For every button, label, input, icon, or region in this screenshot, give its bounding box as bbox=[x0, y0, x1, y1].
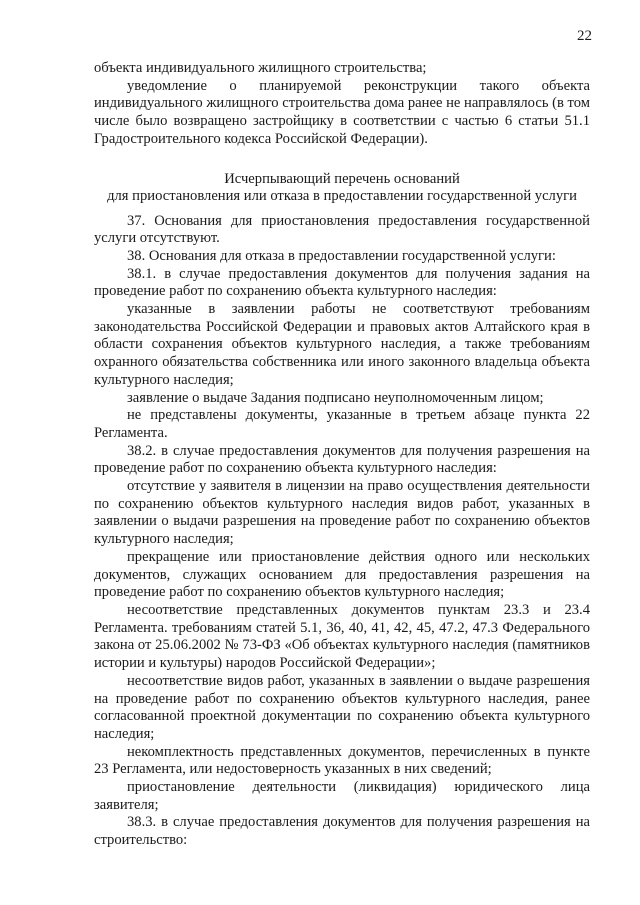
section-heading-line: для приостановления или отказа в предоставлении государственной услуги bbox=[107, 187, 577, 204]
section-heading-line: Исчерпывающий перечень оснований bbox=[224, 170, 460, 187]
paragraph: прекращение или приостановление действия одного или нескольких документов, служащих основанием для предоставления разрешения на проведение работ по сохранению объектов культурного наследия; bbox=[94, 548, 590, 601]
section-heading bbox=[94, 171, 590, 205]
paragraph: несоответствие видов работ, указанных в заявлении о выдаче разрешения на проведение работ по сохранению объектов культурного наследия, ранее согласованной проектной документации по сохранению объекта культурного наследия; bbox=[94, 672, 590, 742]
paragraph: отсутствие у заявителя в лицензии на право осуществления деятельности по сохранению объектов культурного наследия видов работ, указанных в заявлении о выдачи разрешения на проведение работ по сохранению объектов культурного наследия; bbox=[94, 478, 590, 548]
paragraph: уведомление о планируемой реконструкции такого объекта индивидуального жилищного строительства дома ранее не направлялось (в том числе было возвращено застройщику в соответствии с частью 6 статьи 51.1 Градостроительного кодекса Российской Федерации). bbox=[94, 77, 590, 147]
paragraph: указанные в заявлении работы не соответствуют требованиям законодательства Российской Федерации и правовых актов Алтайского края в области сохранения объектов культурного наследия, а также требованиям охранного обязательства собственника или иного законного владельца объекта культурного наследия; bbox=[94, 301, 590, 388]
paragraph: 37. Основания для приостановления предоставления государственной услуги отсутствуют. bbox=[94, 212, 590, 247]
paragraph: не представлены документы, указанные в третьем абзаце пункта 22 Регламента. bbox=[94, 407, 590, 441]
paragraph: 38. Основания для отказа в предоставлении государственной услуги: bbox=[127, 247, 556, 264]
paragraph: объекта индивидуального жилищного строительства; bbox=[94, 60, 427, 76]
paragraph: несоответствие представленных документов пунктам 23.3 и 23.4 Регламента. требованиям статей 5.1, 36, 40, 41, 42, 45, 47.2, 47.3 Федерального закона от 25.06.2002 № 73-ФЗ «Об объектах культурного наследия (памятников истории и культуры) народов Российской Федерации»; bbox=[94, 601, 590, 672]
document-body bbox=[94, 60, 590, 850]
paragraph: приостановление деятельности (ликвидация) юридического лица заявителя; bbox=[94, 779, 590, 813]
paragraph: 38.1. в случае предоставления документов для получения задания на проведение работ по сохранению объекта культурного наследия: bbox=[94, 265, 590, 300]
paragraph: некомплектность представленных документов, перечисленных в пункте 23 Регламента, или недостоверность указанных в них сведений; bbox=[94, 743, 590, 778]
paragraph: 38.3. в случае предоставления документов для получения разрешения на строительство: bbox=[94, 814, 590, 849]
paragraph: заявление о выдаче Задания подписано неуполномоченным лицом; bbox=[127, 389, 544, 406]
paragraph: 38.2. в случае предоставления документов для получения разрешения на проведение работ по сохранению объекта культурного наследия: bbox=[94, 442, 590, 477]
page-number: 22 bbox=[577, 28, 592, 44]
